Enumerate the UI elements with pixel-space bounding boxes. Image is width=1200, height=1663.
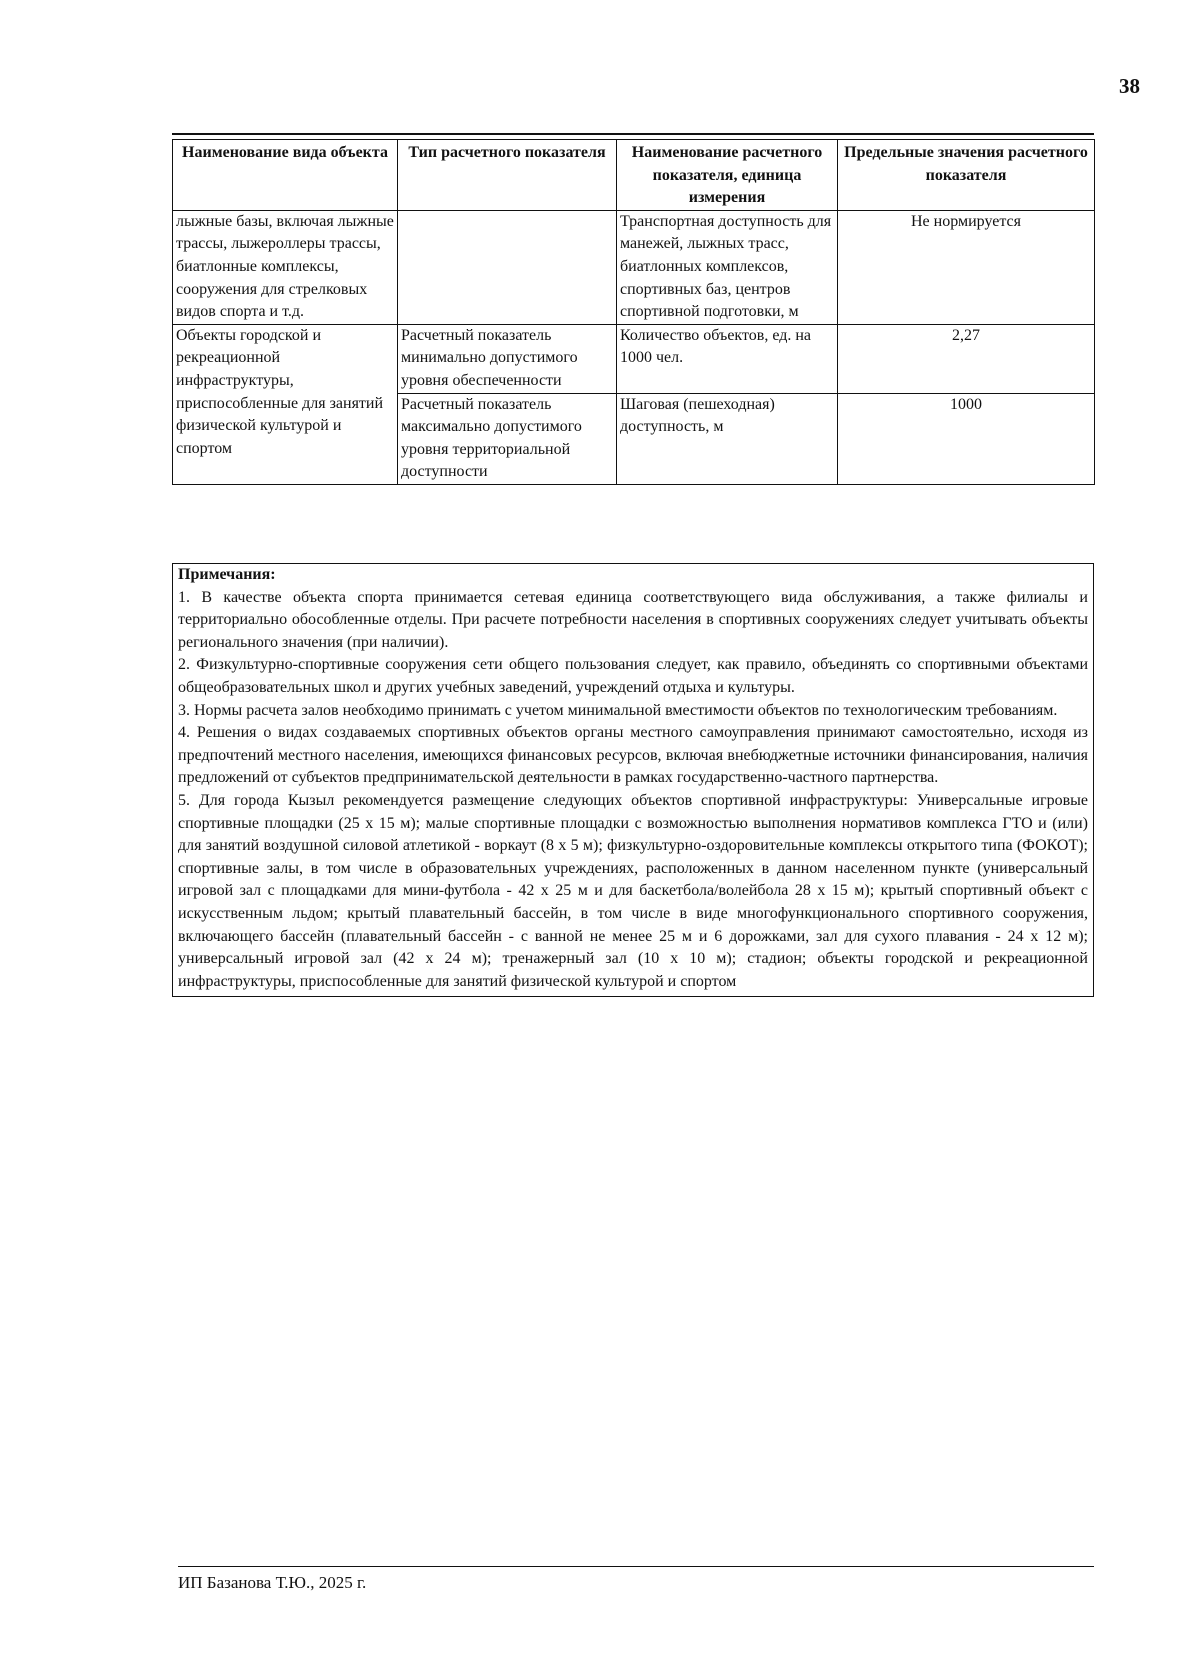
table-header-row [173, 140, 1095, 211]
cell-value: 1000 [838, 393, 1095, 484]
footer-text: ИП Базанова Т.Ю., 2025 г. [178, 1573, 367, 1592]
note-item: 3. Нормы расчета залов необходимо принимать с учетом минимальной вместимости объектов по технологическим требованиям. [178, 701, 1058, 719]
header-indicator-name: Наименование расчетного показателя, единица измерения [617, 140, 838, 211]
cell-name: Шаговая (пешеходная) доступность, м [617, 393, 838, 484]
cell-type [398, 210, 617, 324]
cell-object: Объекты городской и рекреационной инфраструктуры, приспособленные для занятий физической культурой и спортом [173, 324, 398, 484]
cell-value: Не нормируется [838, 210, 1095, 324]
cell-value: 2,27 [838, 324, 1095, 393]
cell-type: Расчетный показатель минимально допустимого уровня обеспеченности [398, 324, 617, 393]
cell-name: Количество объектов, ед. на 1000 чел. [617, 324, 838, 393]
cell-object: лыжные базы, включая лыжные трассы, лыжероллеры трассы, биатлонные комплексы, сооружения для стрелковых видов спорта и т.д. [173, 210, 398, 324]
table-row [173, 324, 1095, 393]
note-item: 2. Физкультурно-спортивные сооружения сети общего пользования следует, как правило, объединять со спортивными объектами общеобразовательных школ и других учебных заведений, учреждений отдыха и культуры. [178, 656, 1088, 696]
note-item: 5. Для города Кызыл рекомендуется размещение следующих объектов спортивной инфраструктуры: Универсальные игровые спортивные площадки (25 х 15 м); малые спортивные площадки с возможностью выполнения нормативов комплекса ГТО и (или) для занятий воздушной силовой атлетикой - воркаут (8 х 5 м); физкультурно-оздоровительные комплексы открытого типа (ФОКОТ); спортивные залы, в том числе в образовательных учреждениях, расположенных в данном населенном пункте (универсальный игровой зал с площадками для мини-футбола - 42 х 25 м и для баскетбола/волейбола 28 х 15 м); крытый спортивный объект с искусственным льдом; крытый плавательный бассейн, в том числе в виде многофункционального спортивного сооружения, включающего бассейн (плавательный бассейн - с ванной не менее 25 м и 6 дорожками, зал для сухого плавания - 24 х 12 м); универсальный игровой зал (42 х 24 м); тренажерный зал (10 х 10 м); стадион; объекты городской и рекреационной инфраструктуры, приспособленные для занятий физической культурой и спортом [178, 791, 1088, 990]
page-number: 38 [1119, 74, 1140, 98]
cell-type: Расчетный показатель максимально допустимого уровня территориальной доступности [398, 393, 617, 484]
header-rule [172, 133, 1094, 135]
header-indicator-type: Тип расчетного показателя [398, 140, 617, 211]
footer-rule [178, 1566, 1094, 1567]
notes-title: Примечания: [178, 566, 276, 583]
note-item: 4. Решения о видах создаваемых спортивных объектов органы местного самоуправления принимают самостоятельно, исходя из предпочтений местного населения, имеющихся финансовых ресурсов, включая внебюджетные источники финансирования, наличия предложений от субъектов предпринимательской деятельности в рамках государственно-частного партнерства. [178, 724, 1088, 787]
table-row [173, 210, 1095, 324]
header-object-name: Наименование вида объекта [173, 140, 398, 211]
note-item: 1. В качестве объекта спорта принимается сетевая единица соответствующего вида обслуживания, а также филиалы и территориально обособленные отделы. При расчете потребности населения в спортивных сооружениях следует учитывать объекты регионального значения (при наличии). [178, 588, 1088, 651]
indicator-table [172, 139, 1095, 485]
notes-block [172, 563, 1094, 997]
header-limit-value: Предельные значения расчетного показателя [838, 140, 1095, 211]
cell-name: Транспортная доступность для манежей, лыжных трасс, биатлонных комплексов, спортивных баз, центров спортивной подготовки, м [617, 210, 838, 324]
